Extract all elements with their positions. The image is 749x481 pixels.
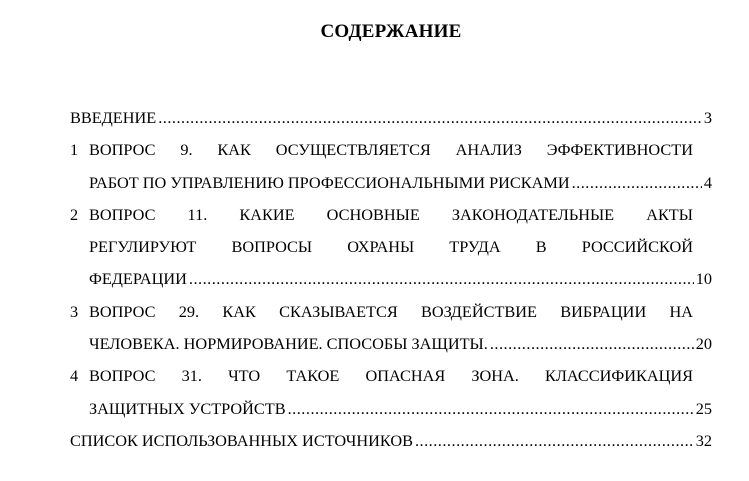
word: КАК [222,301,256,321]
toc-entry-number: 4 [70,366,79,386]
toc-page-number: 25 [695,398,712,418]
toc-entry-title-line [89,203,693,227]
toc-entry-2-line-2[interactable] [70,235,712,267]
toc-entry-2-last-line[interactable] [70,267,712,299]
word: ТРУДА [449,237,501,257]
word: 11. [187,204,208,224]
word: ЭФФЕКТИВНОСТИ [546,140,693,160]
word: В [535,237,547,257]
word: АНАЛИЗ [455,140,522,160]
word: НА [669,301,693,321]
word: ВОПРОС [89,301,156,321]
toc-entry-4-line-1[interactable] [70,364,712,396]
word: ВОПРОС [89,204,156,224]
toc-page-number: 20 [695,334,712,354]
toc-entry-title: ЧЕЛОВЕКА. НОРМИРОВАНИЕ. СПОСОБЫ ЗАЩИТЫ. [89,334,488,354]
word: ОСУЩЕСТВЛЯЕТСЯ [275,140,431,160]
toc-entry-3-line-1[interactable] [70,300,712,332]
toc-entry-title: ЗАЩИТНЫХ УСТРОЙСТВ [89,398,286,418]
toc-entry-1-line-1[interactable] [70,138,712,170]
word: АКТЫ [646,204,693,224]
word: РОССИЙСКОЙ [581,237,693,257]
word: ВОПРОС [89,366,156,386]
toc-entry-title: ВВЕДЕНИЕ [70,108,157,127]
toc-page-number: 4 [703,172,712,192]
word: ОПАСНАЯ [365,366,446,386]
word: ВОПРОС [89,140,156,160]
word: РЕГУЛИРУЮТ [89,237,197,257]
dot-leader [415,429,694,453]
word: СКАЗЫВАЕТСЯ [279,301,398,321]
word: ТАКОЕ [286,366,340,386]
toc-entry-3-last-line[interactable] [70,332,712,364]
toc-entry-title-line [89,364,693,388]
toc-entry-title: ФЕДЕРАЦИИ [89,269,187,289]
toc-entry-references[interactable] [70,429,712,461]
toc-page-number: 3 [703,108,712,127]
page-title: СОДЕРЖАНИЕ [320,21,462,42]
word: ВОПРОСЫ [231,237,313,257]
word: ОСНОВНЫЕ [326,204,420,224]
toc-page-number: 10 [695,269,712,289]
dot-leader [158,106,702,130]
dot-leader [490,332,694,356]
toc-entry-4-last-line[interactable] [70,397,712,429]
toc-entry-1-last-line[interactable] [70,171,712,203]
toc-entry-title-line [89,138,693,162]
word: ЗАКОНОДАТЕЛЬНЫЕ [451,204,615,224]
toc-entry-number: 3 [70,301,79,321]
dot-leader [572,171,702,195]
toc-entry-number: 1 [70,140,79,160]
word: КАК [217,140,251,160]
toc-page-number: 32 [695,430,712,450]
toc-entry-title: РАБОТ ПО УПРАВЛЕНИЮ ПРОФЕССИОНАЛЬНЫМИ РИСКАМИ [89,172,570,192]
word: ВИБРАЦИИ [560,301,647,321]
dot-leader [288,397,694,421]
toc-entry-title-line [89,300,693,324]
toc-entry-title-line [89,235,693,259]
word: ВОЗДЕЙСТВИЕ [421,301,537,321]
toc-entry-number: 2 [70,204,79,224]
word: ЗОНА. [471,366,519,386]
word: 29. [178,301,200,321]
toc-entry-2-line-1[interactable] [70,203,712,235]
word: ОХРАНЫ [347,237,415,257]
toc-entry-introduction[interactable] [70,106,712,138]
word: 9. [180,140,193,160]
toc-entry-title: СПИСОК ИСПОЛЬЗОВАННЫХ ИСТОЧНИКОВ [70,430,413,450]
word: КЛАССИФИКАЦИЯ [545,366,693,386]
table-of-contents [70,106,712,461]
word: ЧТО [228,366,261,386]
word: 31. [181,366,202,386]
dot-leader [189,267,694,291]
word: КАКИЕ [239,204,295,224]
